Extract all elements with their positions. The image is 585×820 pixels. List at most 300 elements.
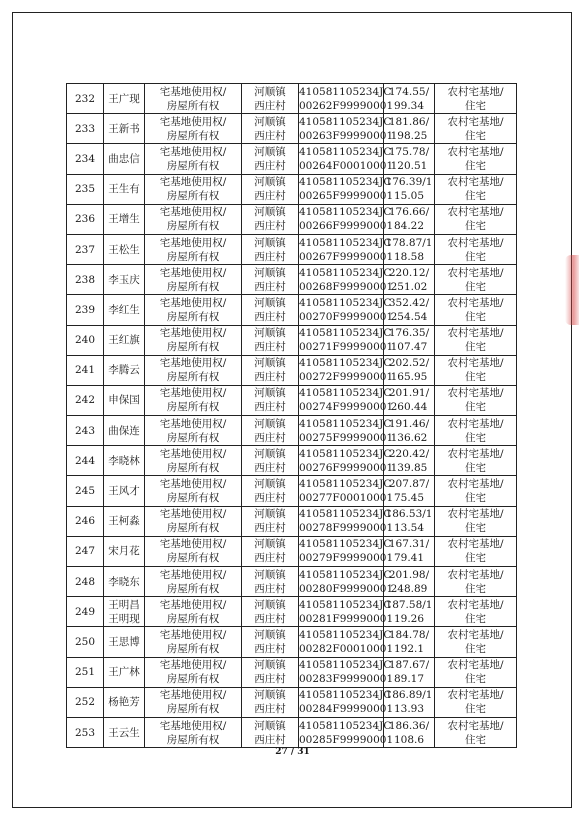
cell-owner-name <box>104 114 145 144</box>
cell-location <box>242 536 299 566</box>
cell-location-line: 河顺镇 <box>254 538 286 551</box>
cell-unit-code <box>299 536 394 566</box>
cell-area <box>384 385 435 415</box>
cell-owner-name-line: 王增生 <box>108 213 140 226</box>
cell-usage-line: 住宅 <box>465 220 486 233</box>
cell-area-line: 186.89/1 <box>385 689 433 702</box>
table-row <box>67 234 517 264</box>
cell-location-line: 河顺镇 <box>254 236 286 249</box>
cell-owner-name-line: 王风才 <box>108 485 140 498</box>
cell-right-type <box>145 385 242 415</box>
cell-usage-line: 农村宅基地/ <box>447 417 504 430</box>
cell-unit-code <box>299 597 394 627</box>
cell-location <box>242 627 299 657</box>
cell-right-type-line: 房屋所有权 <box>166 159 220 172</box>
cell-number: 239 <box>67 295 104 325</box>
cell-usage-line: 农村宅基地/ <box>447 508 504 521</box>
cell-usage <box>435 657 517 687</box>
cell-unit-code <box>299 657 394 687</box>
cell-usage-line: 农村宅基地/ <box>447 357 504 370</box>
cell-unit-code <box>299 144 394 174</box>
cell-unit-code-line: 410581105234JC <box>299 327 392 340</box>
cell-usage <box>435 325 517 355</box>
cell-location-line: 河顺镇 <box>254 568 286 581</box>
cell-location-line: 西庄村 <box>254 129 286 142</box>
cell-unit-code-line: 410581105234JC <box>299 206 392 219</box>
cell-area-line: 18.58 <box>393 250 425 263</box>
cell-unit-code-line: 00282F00010001 <box>299 642 394 655</box>
cell-area-line: 139.85 <box>390 461 428 474</box>
table-row <box>67 355 517 385</box>
cell-right-type <box>145 717 242 747</box>
cell-number: 243 <box>67 416 104 446</box>
cell-usage-line: 农村宅基地/ <box>447 598 504 611</box>
cell-right-type <box>145 416 242 446</box>
cell-owner-name <box>104 416 145 446</box>
cell-area-line: 352.42/ <box>388 296 430 309</box>
cell-right-type-line: 宅基地使用权/ <box>159 115 227 128</box>
cell-usage <box>435 355 517 385</box>
cell-right-type-line: 房屋所有权 <box>166 461 220 474</box>
cell-usage <box>435 84 517 114</box>
table-row <box>67 627 517 657</box>
table-row <box>67 84 517 114</box>
cell-unit-code <box>299 84 394 114</box>
cell-usage <box>435 506 517 536</box>
cell-usage-line: 农村宅基地/ <box>447 628 504 641</box>
cell-area-line: 207.87/ <box>388 478 430 491</box>
cell-unit-code-line: 00271F99990001 <box>299 341 394 354</box>
cell-area-line: 187.58/1 <box>385 598 433 611</box>
table-row <box>67 325 517 355</box>
cell-usage <box>435 204 517 234</box>
cell-usage-line: 住宅 <box>465 190 486 203</box>
cell-location <box>242 114 299 144</box>
cell-area <box>384 567 435 597</box>
cell-location-line: 河顺镇 <box>254 206 286 219</box>
cell-right-type-line: 房屋所有权 <box>166 371 220 384</box>
cell-area-line: 254.54 <box>390 310 428 323</box>
cell-location-line: 西庄村 <box>254 673 286 686</box>
cell-right-type-line: 房屋所有权 <box>166 552 220 565</box>
cell-location-line: 河顺镇 <box>254 417 286 430</box>
cell-number: 242 <box>67 385 104 415</box>
table-row <box>67 174 517 204</box>
cell-location-line: 西庄村 <box>254 99 286 112</box>
cell-usage-line: 住宅 <box>465 310 486 323</box>
cell-unit-code-line: 00262F99990001 <box>299 99 394 112</box>
cell-location-line: 河顺镇 <box>254 598 286 611</box>
cell-owner-name <box>104 265 145 295</box>
cell-unit-code-line: 410581105234JC <box>299 598 392 611</box>
cell-number: 253 <box>67 717 104 747</box>
cell-owner-name-line: 王云生 <box>108 726 140 739</box>
cell-location <box>242 416 299 446</box>
cell-right-type <box>145 536 242 566</box>
cell-unit-code-line: 00274F99990001 <box>299 401 394 414</box>
cell-unit-code-line: 410581105234JC <box>299 266 392 279</box>
cell-right-type <box>145 657 242 687</box>
cell-unit-code-line: 410581105234JC <box>299 538 392 551</box>
cell-right-type-line: 宅基地使用权/ <box>159 357 227 370</box>
cell-right-type-line: 房屋所有权 <box>166 190 220 203</box>
cell-location-line: 西庄村 <box>254 612 286 625</box>
cell-owner-name-line: 申保国 <box>108 394 140 407</box>
cell-usage-line: 住宅 <box>465 461 486 474</box>
cell-location-line: 西庄村 <box>254 401 286 414</box>
cell-right-type <box>145 446 242 476</box>
cell-usage-line: 农村宅基地/ <box>447 145 504 158</box>
cell-right-type-line: 宅基地使用权/ <box>159 719 227 732</box>
cell-usage-line: 农村宅基地/ <box>447 538 504 551</box>
cell-right-type-line: 宅基地使用权/ <box>159 478 227 491</box>
cell-location-line: 河顺镇 <box>254 508 286 521</box>
cell-usage <box>435 265 517 295</box>
cell-right-type-line: 宅基地使用权/ <box>159 85 227 98</box>
cell-owner-name-line: 李晓东 <box>108 575 140 588</box>
cell-location-line: 河顺镇 <box>254 719 286 732</box>
cell-area <box>384 295 435 325</box>
cell-usage <box>435 114 517 144</box>
cell-right-type-line: 房屋所有权 <box>166 642 220 655</box>
cell-area <box>384 355 435 385</box>
cell-owner-name-line: 曲忠信 <box>108 152 140 165</box>
cell-location <box>242 657 299 687</box>
table-row <box>67 446 517 476</box>
cell-location-line: 河顺镇 <box>254 327 286 340</box>
cell-right-type-line: 房屋所有权 <box>166 401 220 414</box>
cell-right-type-line: 房屋所有权 <box>166 733 220 746</box>
cell-area-line: 178.87/1 <box>385 236 433 249</box>
cell-usage-line: 农村宅基地/ <box>447 115 504 128</box>
cell-area <box>384 144 435 174</box>
cell-right-type <box>145 84 242 114</box>
cell-usage-line: 住宅 <box>465 99 486 112</box>
cell-usage-line: 住宅 <box>465 582 486 595</box>
cell-owner-name <box>104 234 145 264</box>
cell-unit-code-line: 410581105234JC <box>299 85 392 98</box>
cell-location <box>242 385 299 415</box>
cell-location-line: 河顺镇 <box>254 357 286 370</box>
cell-right-type <box>145 687 242 717</box>
cell-unit-code <box>299 567 394 597</box>
cell-number: 252 <box>67 687 104 717</box>
cell-owner-name-line: 王松生 <box>108 243 140 256</box>
cell-right-type-line: 房屋所有权 <box>166 431 220 444</box>
cell-location-line: 西庄村 <box>254 703 286 716</box>
cell-usage <box>435 144 517 174</box>
cell-location-line: 西庄村 <box>254 190 286 203</box>
cell-number: 250 <box>67 627 104 657</box>
cell-location-line: 西庄村 <box>254 220 286 233</box>
table-row <box>67 506 517 536</box>
cell-owner-name <box>104 687 145 717</box>
cell-unit-code-line: 00275F99990001 <box>299 431 394 444</box>
cell-area-line: 202.52/ <box>388 357 430 370</box>
cell-right-type <box>145 265 242 295</box>
cell-owner-name-line: 李晓林 <box>108 454 140 467</box>
cell-unit-code-line: 410581105234JC <box>299 236 392 249</box>
cell-unit-code-line: 410581105234JC <box>299 296 392 309</box>
cell-unit-code <box>299 174 394 204</box>
cell-location <box>242 265 299 295</box>
cell-location <box>242 174 299 204</box>
cell-usage-line: 农村宅基地/ <box>447 176 504 189</box>
cell-area-line: 15.05 <box>393 190 425 203</box>
cell-unit-code <box>299 446 394 476</box>
cell-right-type-line: 房屋所有权 <box>166 250 220 263</box>
cell-right-type-line: 房屋所有权 <box>166 522 220 535</box>
table-row <box>67 114 517 144</box>
cell-unit-code-line: 410581105234JC <box>299 387 392 400</box>
cell-owner-name-line: 王广林 <box>108 666 140 679</box>
cell-location-line: 西庄村 <box>254 280 286 293</box>
cell-area-line: 181.86/ <box>388 115 430 128</box>
cell-unit-code <box>299 265 394 295</box>
table-row <box>67 717 517 747</box>
cell-usage-line: 住宅 <box>465 673 486 686</box>
cell-right-type-line: 宅基地使用权/ <box>159 387 227 400</box>
cell-location-line: 河顺镇 <box>254 447 286 460</box>
cell-owner-name-line: 李红生 <box>108 303 140 316</box>
cell-unit-code <box>299 717 394 747</box>
cell-location-line: 西庄村 <box>254 431 286 444</box>
cell-location-line: 河顺镇 <box>254 145 286 158</box>
cell-unit-code-line: 410581105234JC <box>299 447 392 460</box>
cell-right-type-line: 宅基地使用权/ <box>159 598 227 611</box>
cell-location <box>242 476 299 506</box>
cell-area-line: 251.02 <box>390 280 428 293</box>
cell-unit-code-line: 00283F99990001 <box>299 673 394 686</box>
cell-unit-code-line: 00272F99990001 <box>299 371 394 384</box>
cell-area-line: 120.51 <box>390 159 428 172</box>
cell-number: 241 <box>67 355 104 385</box>
cell-usage-line: 住宅 <box>465 431 486 444</box>
cell-location <box>242 567 299 597</box>
cell-number: 246 <box>67 506 104 536</box>
cell-owner-name-line: 王广现 <box>108 92 140 105</box>
table-row <box>67 476 517 506</box>
cell-unit-code-line: 00276F99990001 <box>299 461 394 474</box>
cell-unit-code-line: 00264F00010001 <box>299 159 394 172</box>
cell-right-type <box>145 174 242 204</box>
cell-unit-code <box>299 295 394 325</box>
cell-area-line: 136.62 <box>390 431 428 444</box>
table-row <box>67 204 517 234</box>
cell-area-line: 220.42/ <box>388 447 430 460</box>
cell-right-type <box>145 295 242 325</box>
cell-unit-code-line: 410581105234JC <box>299 508 392 521</box>
cell-owner-name-line: 王新书 <box>108 122 140 135</box>
cell-area-line: 99.34 <box>393 99 425 112</box>
cell-location <box>242 234 299 264</box>
cell-number: 238 <box>67 265 104 295</box>
cell-usage <box>435 416 517 446</box>
cell-owner-name-line: 杨艳芳 <box>108 696 140 709</box>
cell-location-line: 河顺镇 <box>254 176 286 189</box>
table-row <box>67 265 517 295</box>
cell-unit-code-line: 410581105234JC <box>299 176 392 189</box>
cell-location-line: 河顺镇 <box>254 387 286 400</box>
cell-area-line: 84.22 <box>393 220 425 233</box>
cell-unit-code-line: 00268F99990001 <box>299 280 394 293</box>
cell-owner-name-line: 王明现 <box>108 612 140 625</box>
cell-owner-name <box>104 476 145 506</box>
cell-owner-name <box>104 174 145 204</box>
cell-usage <box>435 174 517 204</box>
cell-location-line: 河顺镇 <box>254 296 286 309</box>
cell-owner-name <box>104 506 145 536</box>
cell-unit-code <box>299 325 394 355</box>
cell-usage <box>435 627 517 657</box>
cell-location-line: 西庄村 <box>254 341 286 354</box>
cell-usage <box>435 536 517 566</box>
cell-unit-code <box>299 506 394 536</box>
cell-location-line: 西庄村 <box>254 492 286 505</box>
cell-usage-line: 住宅 <box>465 733 486 746</box>
cell-location <box>242 204 299 234</box>
cell-location-line: 西庄村 <box>254 250 286 263</box>
cell-location <box>242 84 299 114</box>
cell-area-line: 108.6 <box>393 733 425 746</box>
cell-owner-name <box>104 144 145 174</box>
cell-location-line: 西庄村 <box>254 642 286 655</box>
cell-unit-code <box>299 355 394 385</box>
cell-location-line: 河顺镇 <box>254 628 286 641</box>
cell-unit-code-line: 00277F00010001 <box>299 492 394 505</box>
cell-right-type-line: 房屋所有权 <box>166 220 220 233</box>
cell-area-line: 191.46/ <box>388 417 430 430</box>
cell-owner-name <box>104 325 145 355</box>
cell-owner-name <box>104 536 145 566</box>
cell-usage-line: 住宅 <box>465 401 486 414</box>
cell-usage-line: 住宅 <box>465 280 486 293</box>
cell-number: 247 <box>67 536 104 566</box>
cell-unit-code-line: 410581105234JC <box>299 417 392 430</box>
cell-right-type-line: 房屋所有权 <box>166 673 220 686</box>
cell-usage <box>435 476 517 506</box>
cell-location-line: 西庄村 <box>254 310 286 323</box>
cell-usage-line: 农村宅基地/ <box>447 206 504 219</box>
cell-location-line: 河顺镇 <box>254 478 286 491</box>
cell-area-line: 13.54 <box>393 522 425 535</box>
cell-location-line: 西庄村 <box>254 552 286 565</box>
cell-usage <box>435 597 517 627</box>
cell-owner-name-line: 李玉庆 <box>108 273 140 286</box>
cell-area-line: 201.98/ <box>388 568 430 581</box>
cell-area-line: 184.78/ <box>388 628 430 641</box>
cell-usage-line: 农村宅基地/ <box>447 296 504 309</box>
cell-usage-line: 住宅 <box>465 552 486 565</box>
cell-location-line: 西庄村 <box>254 371 286 384</box>
red-seal-edge <box>565 255 579 325</box>
table-row <box>67 295 517 325</box>
cell-right-type <box>145 325 242 355</box>
cell-location <box>242 295 299 325</box>
cell-unit-code-line: 00263F99990001 <box>299 129 394 142</box>
cell-right-type <box>145 567 242 597</box>
cell-usage-line: 农村宅基地/ <box>447 85 504 98</box>
cell-owner-name <box>104 355 145 385</box>
cell-right-type-line: 宅基地使用权/ <box>159 538 227 551</box>
cell-number: 248 <box>67 567 104 597</box>
cell-number: 232 <box>67 84 104 114</box>
cell-usage-line: 农村宅基地/ <box>447 719 504 732</box>
cell-location <box>242 687 299 717</box>
cell-area-line: 165.95 <box>390 371 428 384</box>
cell-right-type-line: 房屋所有权 <box>166 492 220 505</box>
cell-usage-line: 住宅 <box>465 522 486 535</box>
cell-location-line: 河顺镇 <box>254 659 286 672</box>
cell-area-line: 167.31/ <box>388 538 430 551</box>
registration-table <box>66 83 517 748</box>
cell-area-line: 248.89 <box>390 582 428 595</box>
cell-right-type-line: 宅基地使用权/ <box>159 327 227 340</box>
cell-area <box>384 325 435 355</box>
table-body <box>67 84 517 748</box>
cell-usage-line: 住宅 <box>465 703 486 716</box>
cell-area-line: 13.93 <box>393 703 425 716</box>
cell-unit-code <box>299 416 394 446</box>
cell-location-line: 河顺镇 <box>254 266 286 279</box>
cell-area-line: 192.1 <box>393 642 425 655</box>
table-row <box>67 687 517 717</box>
cell-area-line: 176.66/ <box>388 206 430 219</box>
cell-location-line: 西庄村 <box>254 461 286 474</box>
cell-right-type <box>145 506 242 536</box>
cell-unit-code-line: 00278F99990001 <box>299 522 394 535</box>
cell-number: 251 <box>67 657 104 687</box>
cell-area-line: 176.35/ <box>388 327 430 340</box>
cell-unit-code-line: 410581105234JC <box>299 115 392 128</box>
cell-location <box>242 717 299 747</box>
cell-location <box>242 597 299 627</box>
cell-area-line: 186.36/ <box>388 719 430 732</box>
cell-unit-code-line: 00279F99990001 <box>299 552 394 565</box>
cell-usage <box>435 295 517 325</box>
cell-unit-code-line: 410581105234JC <box>299 357 392 370</box>
cell-right-type <box>145 476 242 506</box>
cell-usage-line: 住宅 <box>465 371 486 384</box>
cell-unit-code <box>299 204 394 234</box>
cell-area <box>384 446 435 476</box>
cell-usage-line: 农村宅基地/ <box>447 659 504 672</box>
cell-right-type-line: 房屋所有权 <box>166 280 220 293</box>
cell-usage-line: 农村宅基地/ <box>447 327 504 340</box>
cell-unit-code <box>299 687 394 717</box>
cell-owner-name-line: 王明昌 <box>108 598 140 611</box>
cell-usage-line: 住宅 <box>465 642 486 655</box>
cell-location-line: 西庄村 <box>254 159 286 172</box>
cell-area-line: 75.45 <box>393 492 425 505</box>
cell-right-type-line: 房屋所有权 <box>166 99 220 112</box>
cell-unit-code-line: 00266F99990001 <box>299 220 394 233</box>
cell-usage-line: 住宅 <box>465 159 486 172</box>
cell-owner-name-line: 王思博 <box>108 635 140 648</box>
cell-usage-line: 农村宅基地/ <box>447 387 504 400</box>
cell-area-line: 107.47 <box>390 341 428 354</box>
cell-owner-name <box>104 446 145 476</box>
cell-right-type-line: 宅基地使用权/ <box>159 417 227 430</box>
cell-unit-code <box>299 234 394 264</box>
cell-right-type <box>145 204 242 234</box>
cell-owner-name <box>104 204 145 234</box>
cell-right-type-line: 宅基地使用权/ <box>159 266 227 279</box>
cell-unit-code-line: 00284F99990001 <box>299 703 394 716</box>
cell-area-line: 186.53/1 <box>385 508 433 521</box>
cell-right-type-line: 房屋所有权 <box>166 703 220 716</box>
cell-area <box>384 114 435 144</box>
